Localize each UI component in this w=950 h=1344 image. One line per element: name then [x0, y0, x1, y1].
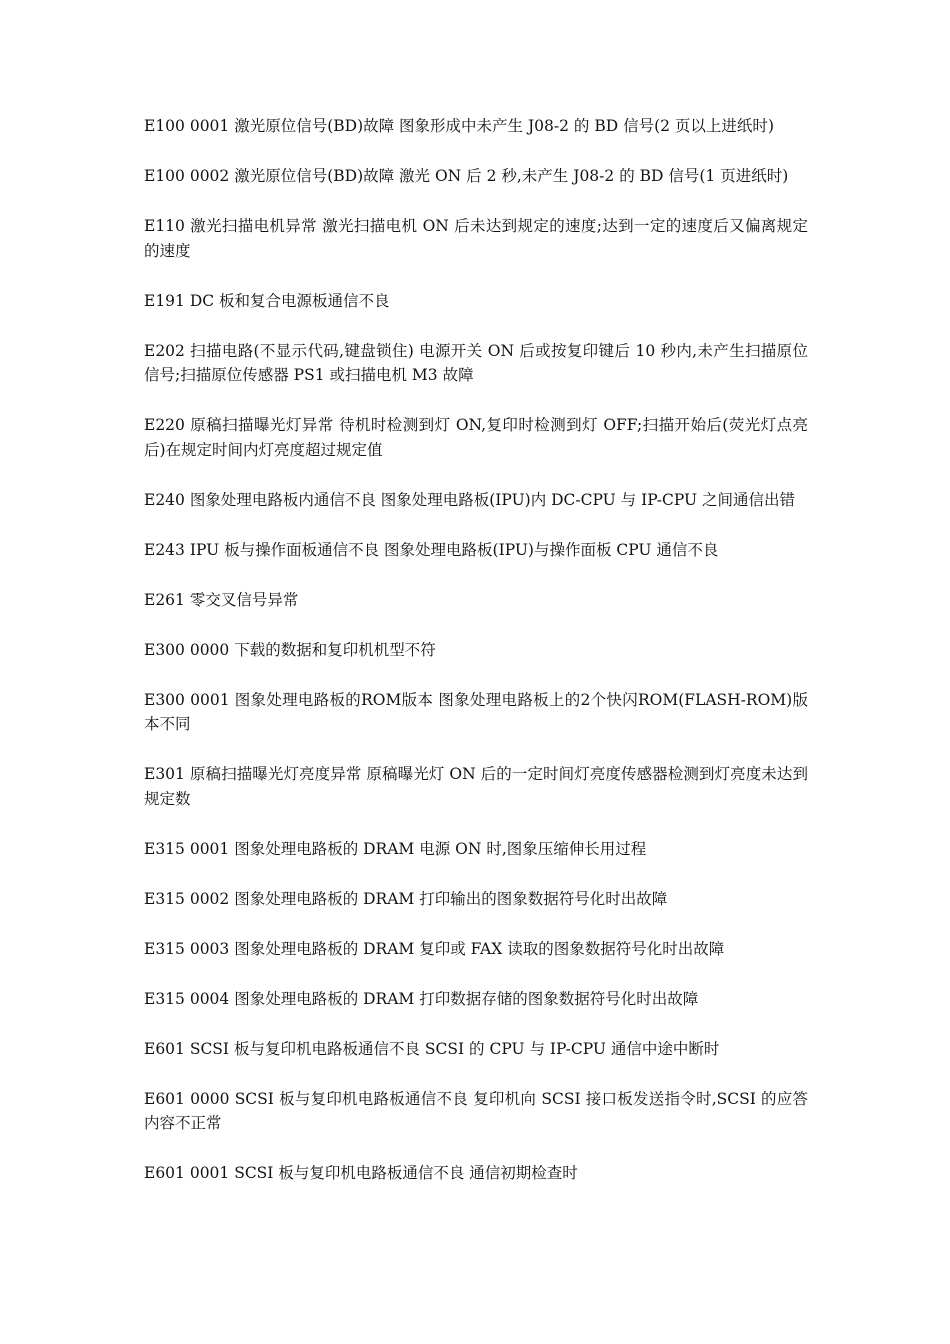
error-entry: E315 0003 图象处理电路板的 DRAM 复印或 FAX 读取的图象数据符号化时出故障: [144, 939, 725, 958]
error-entry: E261 零交叉信号异常: [144, 590, 299, 609]
error-entry: E301 原稿扫描曝光灯亮度异常 原稿曝光灯 ON 后的一定时间灯亮度传感器检测到灯亮度未达到规定数: [144, 765, 808, 808]
error-entry: E315 0002 图象处理电路板的 DRAM 打印输出的图象数据符号化时出故障: [144, 889, 668, 908]
error-code-list: [144, 114, 808, 1211]
error-entry: E240 图象处理电路板内通信不良 图象处理电路板(IPU)内 DC-CPU 与 IP-CPU 之间通信出错: [144, 490, 796, 509]
error-entry: E601 SCSI 板与复印机电路板通信不良 SCSI 的 CPU 与 IP-CPU 通信中途中断时: [144, 1039, 720, 1058]
error-entry: E191 DC 板和复合电源板通信不良: [144, 291, 390, 310]
error-entry: E220 原稿扫描曝光灯异常 待机时检测到灯 ON,复印时检测到灯 OFF;扫描开始后(荧光灯点亮后)在规定时间内灯亮度超过规定值: [144, 416, 808, 459]
error-entry: E315 0001 图象处理电路板的 DRAM 电源 ON 时,图象压缩伸长用过程: [144, 839, 647, 858]
error-entry: E300 0001 图象处理电路板的ROM版本 图象处理电路板上的2个快闪ROM(FLASH-ROM)版本不同: [144, 690, 808, 733]
error-entry: E100 0002 激光原位信号(BD)故障 激光 ON 后 2 秒,未产生 J08-2 的 BD 信号(1 页进纸时): [144, 167, 789, 185]
error-entry: E243 IPU 板与操作面板通信不良 图象处理电路板(IPU)与操作面板 CPU 通信不良: [144, 540, 719, 559]
error-entry: E300 0000 下载的数据和复印机机型不符: [144, 640, 436, 659]
error-entry: E601 0001 SCSI 板与复印机电路板通信不良 通信初期检查时: [144, 1164, 578, 1182]
error-entry: E202 扫描电路(不显示代码,键盘锁住) 电源开关 ON 后或按复印键后 10 秒内,未产生扫描原位信号;扫描原位传感器 PS1 或扫描电机 M3 故障: [144, 341, 808, 384]
error-entry: E100 0001 激光原位信号(BD)故障 图象形成中未产生 J08-2 的 BD 信号(2 页以上进纸时): [144, 117, 774, 135]
error-entry: E315 0004 图象处理电路板的 DRAM 打印数据存储的图象数据符号化时出故障: [144, 989, 699, 1008]
error-entry: E601 0000 SCSI 板与复印机电路板通信不良 复印机向 SCSI 接口板发送指令时,SCSI 的应答内容不正常: [144, 1089, 808, 1132]
error-entry: E110 激光扫描电机异常 激光扫描电机 ON 后未达到规定的速度;达到一定的速度后又偏离规定的速度: [144, 217, 808, 260]
